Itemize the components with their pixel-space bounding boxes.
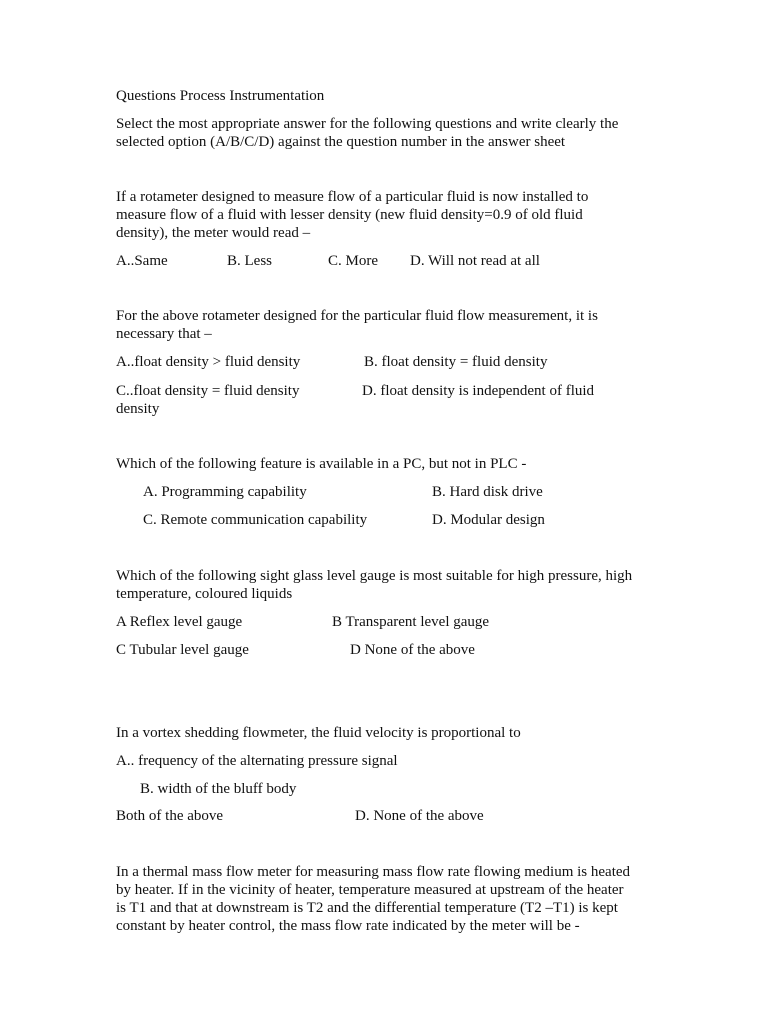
question-1-option-b: B. Less xyxy=(227,253,272,269)
question-line: constant by heater control, the mass flow rate indicated by the meter will be - xyxy=(116,918,580,934)
question-2-option-c: C..float density = fluid density xyxy=(116,383,300,399)
question-4-text xyxy=(116,567,656,603)
question-3-option-a: A. Programming capability xyxy=(143,484,307,500)
question-6-text xyxy=(116,863,656,935)
question-5-option-c: Both of the above xyxy=(116,808,224,824)
question-line: by heater. If in the vicinity of heater, temperature measured at upstream of the heater xyxy=(116,882,624,898)
question-2-option-d-continued: density xyxy=(116,401,160,417)
question-2-option-a: A..float density > fluid density xyxy=(116,354,301,370)
document-title: Questions Process Instrumentation xyxy=(116,88,325,104)
instructions xyxy=(116,115,656,151)
question-2-option-d: D. float density is independent of fluid xyxy=(362,383,595,399)
question-2-option-b: B. float density = fluid density xyxy=(364,354,548,370)
question-4-option-a: A Reflex level gauge xyxy=(116,614,243,630)
instructions-line: Select the most appropriate answer for the following questions and write clearly the xyxy=(116,116,619,132)
question-3-option-d: D. Modular design xyxy=(432,512,545,528)
question-line: For the above rotameter designed for the particular fluid flow measurement, it is xyxy=(116,308,598,324)
question-3-text: Which of the following feature is available in a PC, but not in PLC - xyxy=(116,456,527,472)
question-1-option-c: C. More xyxy=(328,253,378,269)
question-line: temperature, coloured liquids xyxy=(116,586,293,602)
question-1-option-a: A..Same xyxy=(116,253,168,269)
question-2-text xyxy=(116,307,656,343)
question-4-option-d: D None of the above xyxy=(350,642,475,658)
question-line: density), the meter would read – xyxy=(116,225,311,241)
question-4-option-c: C Tubular level gauge xyxy=(116,642,249,658)
question-5-text: In a vortex shedding flowmeter, the fluid velocity is proportional to xyxy=(116,725,521,741)
question-line: If a rotameter designed to measure flow of a particular fluid is now installed to xyxy=(116,189,589,205)
question-5-option-a: A.. frequency of the alternating pressure signal xyxy=(116,753,398,769)
question-3-option-b: B. Hard disk drive xyxy=(432,484,543,500)
question-1-option-d: D. Will not read at all xyxy=(410,253,540,269)
question-3-option-c: C. Remote communication capability xyxy=(143,512,368,528)
question-1-text xyxy=(116,188,656,242)
question-line: necessary that – xyxy=(116,326,212,342)
question-line: is T1 and that at downstream is T2 and the differential temperature (T2 –T1) is kept xyxy=(116,900,618,916)
question-line: measure flow of a fluid with lesser density (new fluid density=0.9 of old fluid xyxy=(116,207,583,223)
question-5-option-d: D. None of the above xyxy=(355,808,484,824)
question-4-option-b: B Transparent level gauge xyxy=(332,614,490,630)
question-line: In a thermal mass flow meter for measuring mass flow rate flowing medium is heated xyxy=(116,864,631,880)
question-line: Which of the following sight glass level gauge is most suitable for high pressure, high xyxy=(116,568,633,584)
question-5-option-b: B. width of the bluff body xyxy=(140,781,297,797)
instructions-line: selected option (A/B/C/D) against the question number in the answer sheet xyxy=(116,134,566,150)
